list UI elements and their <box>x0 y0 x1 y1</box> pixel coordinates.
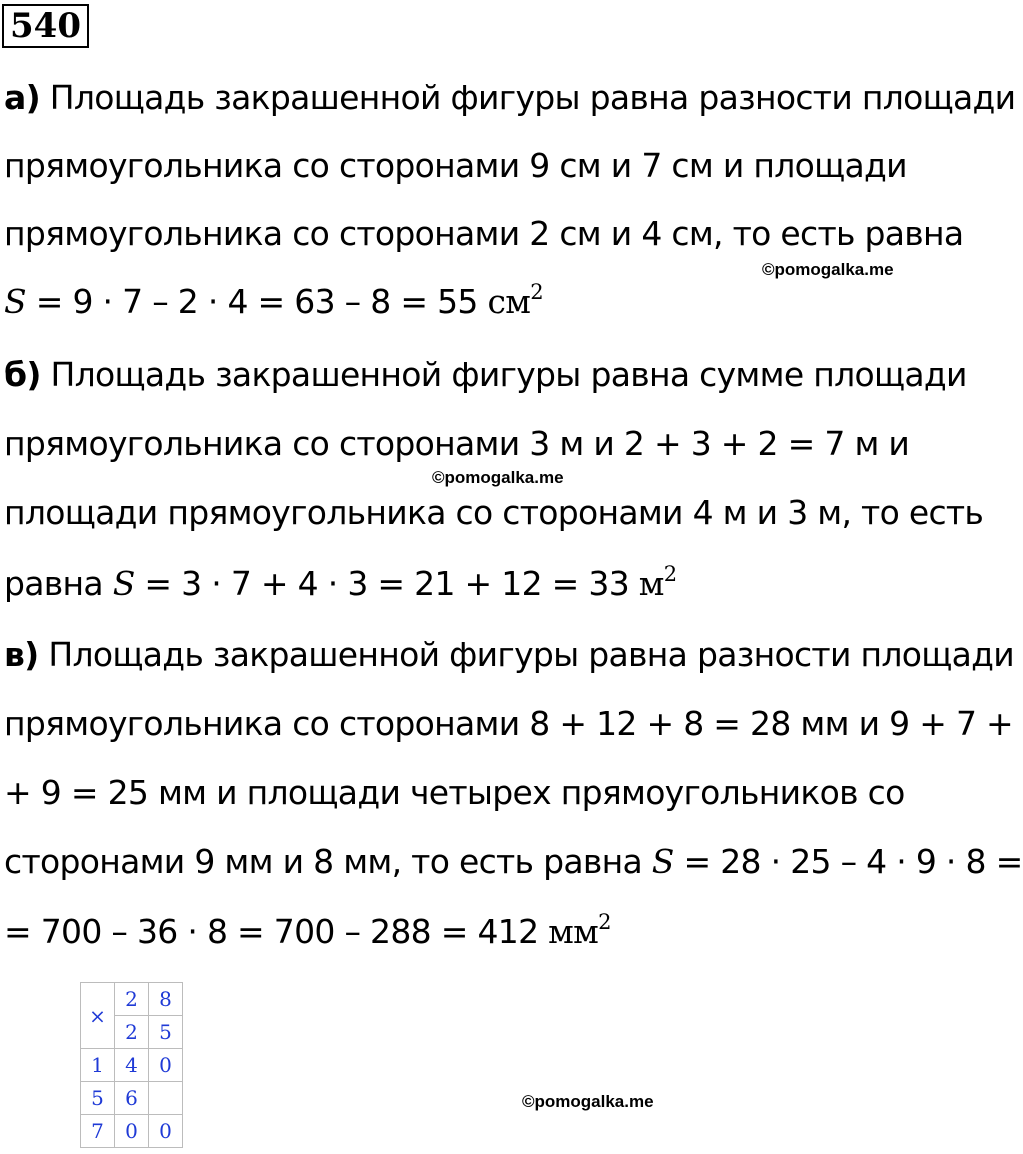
calc-cell: 2 <box>115 1016 149 1049</box>
part-label: а) <box>4 78 40 117</box>
formula-text: = 3 · 7 + 4 · 3 = 21 + 12 = 33 <box>134 564 639 603</box>
calc-row <box>81 1049 183 1082</box>
formula-line <box>4 282 543 321</box>
watermark: ©pomogalka.me <box>432 468 564 487</box>
text-line <box>4 424 909 463</box>
watermark: ©pomogalka.me <box>522 1092 654 1111</box>
formula-text: = 700 – 36 · 8 = 700 – 288 = 412 <box>4 912 549 951</box>
calc-cell: 8 <box>149 983 183 1016</box>
line-text: прямоугольника со сторонами 9 см и 7 см и площади <box>4 146 907 185</box>
line-text: площади прямоугольника со сторонами 4 м и 3 м, то есть <box>4 493 984 532</box>
area-symbol: S <box>112 564 135 603</box>
calc-cell: 5 <box>149 1016 183 1049</box>
calc-cell: 0 <box>149 1049 183 1082</box>
calc-row <box>81 983 183 1016</box>
line-text: Площадь закрашенной фигуры равна сумме площади <box>40 355 967 394</box>
line-text: Площадь закрашенной фигуры равна разности площади <box>38 635 1015 674</box>
text-line <box>4 78 1015 117</box>
unit: $мм^2$ <box>548 910 611 951</box>
column-multiplication <box>80 982 183 1148</box>
area-symbol: S <box>4 282 26 321</box>
calc-cell: 5 <box>81 1082 115 1115</box>
unit: $м^2$ <box>638 562 677 603</box>
calc-cell: 0 <box>115 1115 149 1148</box>
watermark: ©pomogalka.me <box>762 260 894 279</box>
line-text: сторонами 9 мм и 8 мм, то есть равна <box>4 842 652 881</box>
calc-row <box>81 1115 183 1148</box>
text-line <box>4 355 967 394</box>
formula-line <box>4 842 1023 881</box>
unit: $см^2$ <box>487 280 543 321</box>
text-line <box>4 773 905 812</box>
formula-line <box>4 912 611 951</box>
line-text: Площадь закрашенной фигуры равна разности площади <box>39 78 1016 117</box>
calc-cell <box>149 1082 183 1115</box>
calc-row <box>81 1082 183 1115</box>
unit-exponent: 2 <box>530 280 543 304</box>
text-line <box>4 146 907 185</box>
calc-cell: 1 <box>81 1049 115 1082</box>
calc-cell: 6 <box>115 1082 149 1115</box>
text-line <box>4 635 1014 674</box>
line-text: + 9 = 25 мм и площади четырех прямоугольников со <box>4 773 905 812</box>
formula-text: = 9 · 7 – 2 · 4 = 63 – 8 = 55 <box>25 282 488 321</box>
unit-exponent: 2 <box>663 562 677 586</box>
calc-cell: 2 <box>115 983 149 1016</box>
line-text: прямоугольника со сторонами 2 см и 4 см, то есть равна <box>4 214 964 253</box>
calc-cell: 4 <box>115 1049 149 1082</box>
calc-cell: 7 <box>81 1115 115 1148</box>
part-label: в) <box>4 635 39 674</box>
text-line <box>4 704 1013 743</box>
formula-text: = 28 · 25 – 4 · 9 · 8 = <box>673 842 1023 881</box>
formula-line <box>4 564 676 603</box>
line-text: прямоугольника со сторонами 8 + 12 + 8 = 28 мм и 9 + 7 + <box>4 704 1014 743</box>
text-line <box>4 493 983 532</box>
text-line <box>4 214 963 253</box>
problem-number: 540 <box>2 4 89 48</box>
line-text: равна <box>4 564 113 603</box>
line-text: прямоугольника со сторонами 3 м и 2 + 3 + 2 = 7 м и <box>4 424 910 463</box>
calc-cell: 0 <box>149 1115 183 1148</box>
multiply-sign: × <box>81 983 115 1049</box>
area-symbol: S <box>651 842 674 881</box>
part-label: б) <box>4 355 41 394</box>
unit-exponent: 2 <box>598 910 611 934</box>
